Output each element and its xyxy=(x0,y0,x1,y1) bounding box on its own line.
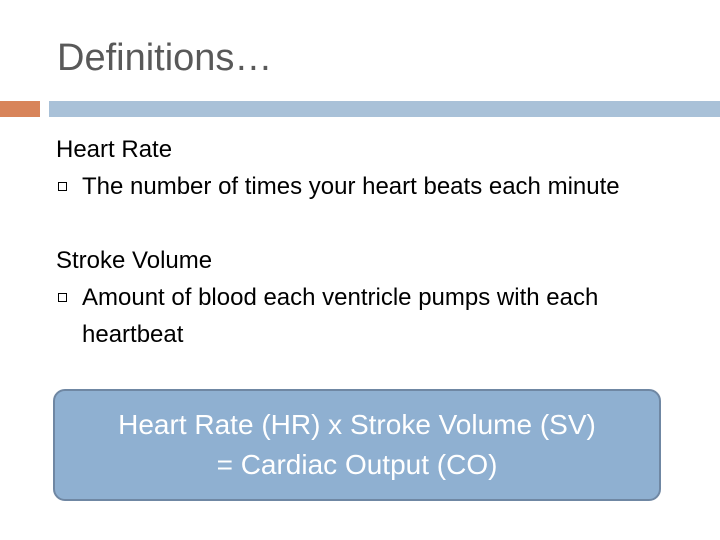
bullet-text-heart-rate: The number of times your heart beats each minute xyxy=(82,173,620,200)
slide-title: Definitions… xyxy=(57,37,273,79)
title-rule-bar xyxy=(49,101,720,117)
formula-callout xyxy=(53,389,661,501)
bullet-stroke-volume xyxy=(56,279,666,353)
square-bullet-icon xyxy=(58,182,67,191)
slide-content xyxy=(56,131,666,353)
bullet-heart-rate xyxy=(56,168,666,205)
formula-line-1: Heart Rate (HR) x Stroke Volume (SV) xyxy=(118,409,596,440)
section-spacer xyxy=(56,205,666,242)
section-heading-heart-rate: Heart Rate xyxy=(56,136,173,163)
title-accent-bar xyxy=(0,101,40,117)
formula-line-2: = Cardiac Output (CO) xyxy=(216,449,498,480)
square-bullet-icon xyxy=(58,293,67,302)
bullet-text-stroke-volume: Amount of blood each ventricle pumps with each heartbeat xyxy=(82,284,599,348)
section-heading-stroke-volume: Stroke Volume xyxy=(56,247,213,274)
